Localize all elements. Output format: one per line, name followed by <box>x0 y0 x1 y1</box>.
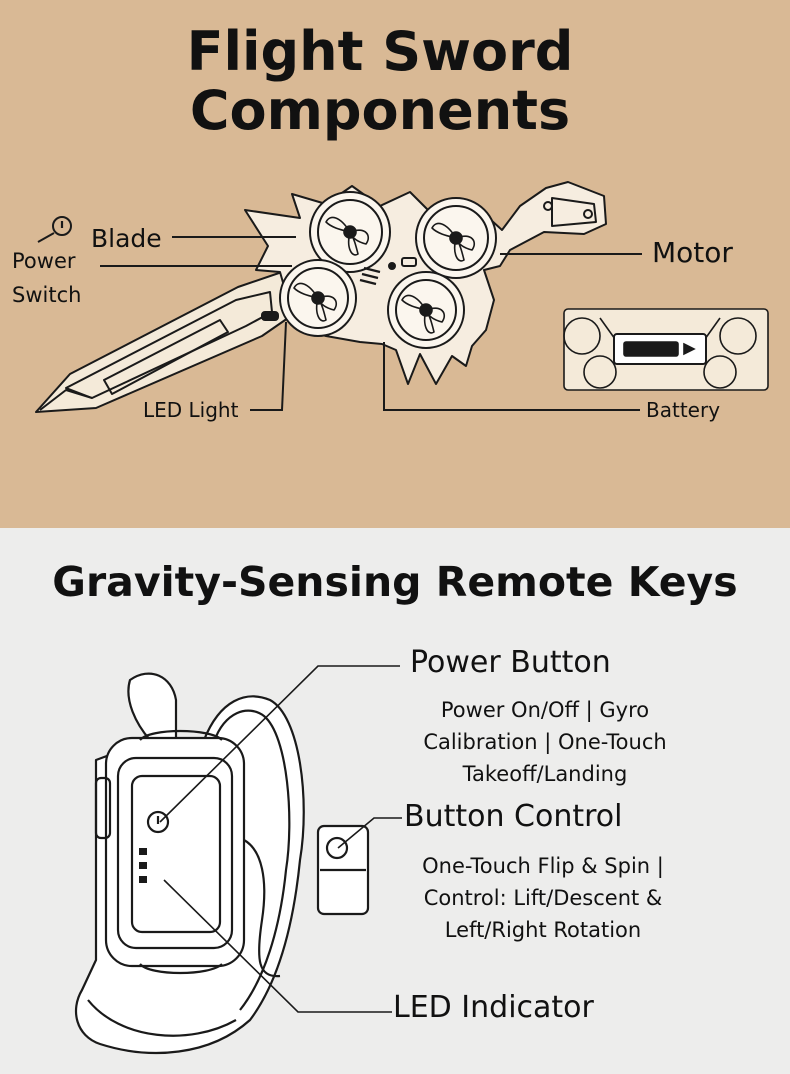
power-switch-label-line-1: Power <box>12 249 76 273</box>
button-control-heading: Button Control <box>404 799 623 834</box>
power-button-desc-line-3: Takeoff/Landing <box>462 762 628 786</box>
led-light-label: LED Light <box>143 398 239 422</box>
remote-illustration <box>76 674 368 1053</box>
title-line-2: Components <box>189 79 571 143</box>
power-button-description <box>398 694 692 790</box>
led-indicator-heading: LED Indicator <box>393 990 594 1025</box>
battery-inset-illustration <box>564 309 768 390</box>
button-control-desc-line-3: Left/Right Rotation <box>444 918 642 942</box>
blade-label: Blade <box>91 224 162 253</box>
button-control-desc-line-2: Control: Lift/Descent & <box>423 886 663 910</box>
button-control-description <box>398 850 688 946</box>
battery-label: Battery <box>646 398 721 422</box>
remote-keys-title: Gravity-Sensing Remote Keys <box>52 558 738 606</box>
button-control-desc-line-1: One-Touch Flip & Spin | <box>422 854 664 878</box>
power-switch-label <box>12 244 81 312</box>
flight-sword-title <box>150 22 610 141</box>
power-button-desc-line-1: Power On/Off | Gyro <box>440 698 650 722</box>
power-button-desc-line-2: Calibration | One-Touch <box>423 730 667 754</box>
power-switch-label-line-2: Switch <box>12 283 82 307</box>
motor-label: Motor <box>652 236 733 269</box>
power-switch-icon <box>38 217 71 242</box>
title-line-1: Flight Sword <box>186 20 574 83</box>
power-button-heading: Power Button <box>410 645 611 680</box>
flight-sword-illustration <box>36 182 606 412</box>
